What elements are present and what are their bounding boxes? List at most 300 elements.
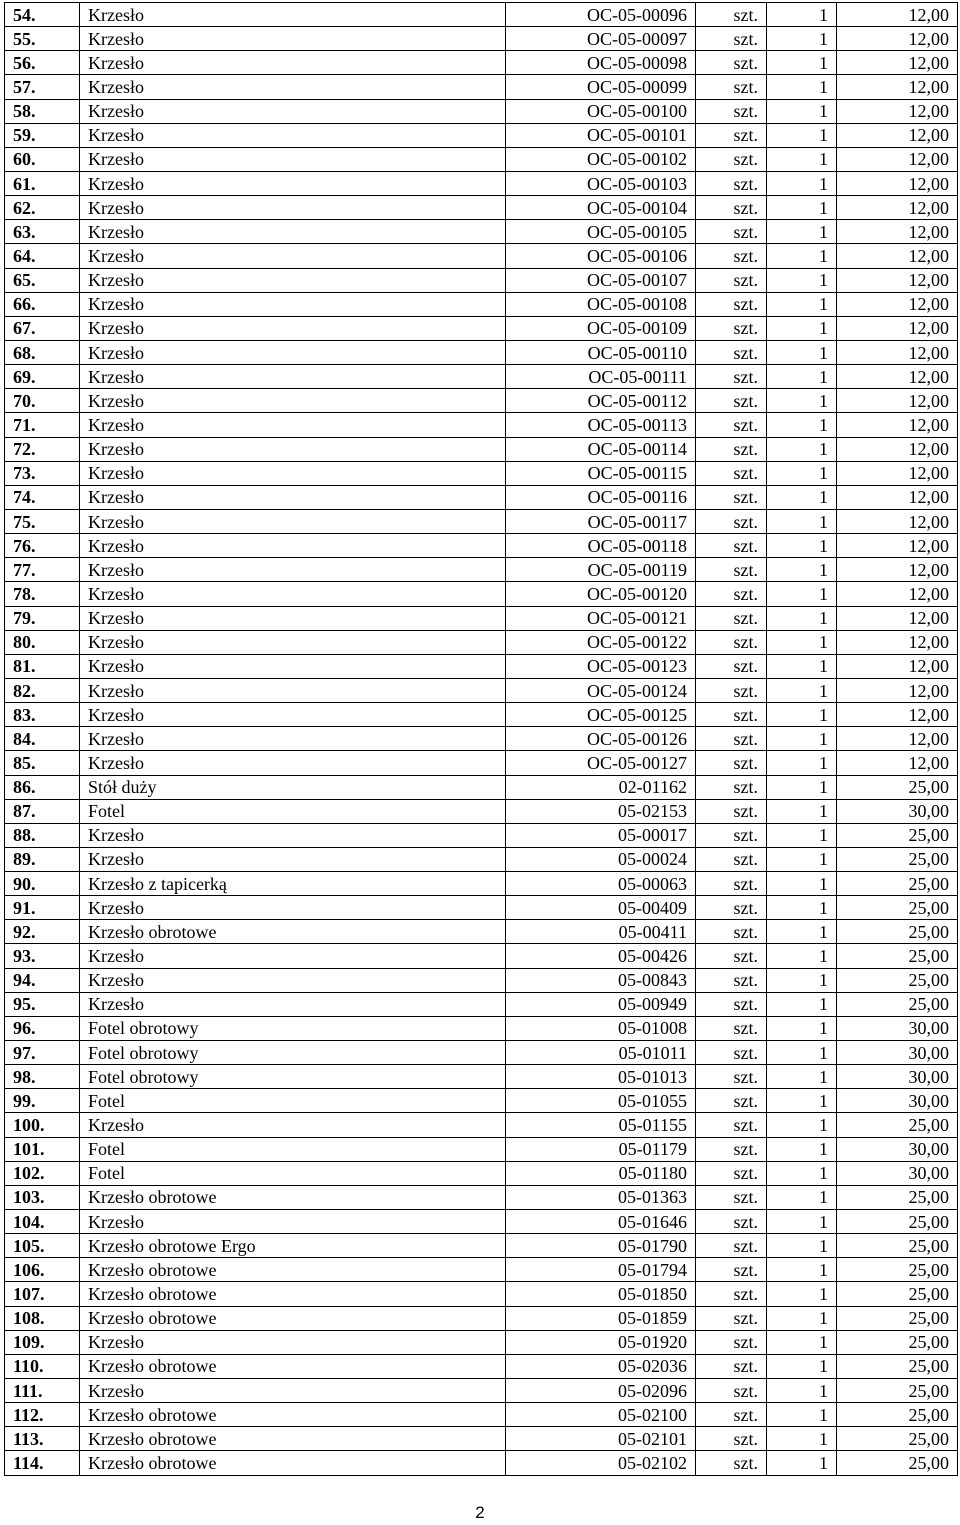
unit-cell: szt. xyxy=(696,1258,767,1282)
item-name-cell: Krzesło xyxy=(80,582,506,606)
table-row xyxy=(5,1258,958,1282)
inventory-code-cell: OC-05-00110 xyxy=(506,340,696,364)
value-cell: 12,00 xyxy=(837,630,958,654)
value-cell: 25,00 xyxy=(837,847,958,871)
value-cell: 25,00 xyxy=(837,1451,958,1475)
value-cell: 25,00 xyxy=(837,1234,958,1258)
item-name-cell: Krzesło xyxy=(80,316,506,340)
row-number-cell: 88. xyxy=(5,823,80,847)
quantity-cell: 1 xyxy=(767,1282,837,1306)
row-number-cell: 98. xyxy=(5,1065,80,1089)
inventory-code-cell: OC-05-00113 xyxy=(506,413,696,437)
item-name-cell: Krzesło obrotowe xyxy=(80,1282,506,1306)
table-row xyxy=(5,992,958,1016)
quantity-cell: 1 xyxy=(767,920,837,944)
inventory-code-cell: OC-05-00105 xyxy=(506,220,696,244)
row-number-cell: 87. xyxy=(5,799,80,823)
row-number-cell: 65. xyxy=(5,268,80,292)
item-name-cell: Fotel xyxy=(80,1089,506,1113)
value-cell: 30,00 xyxy=(837,1137,958,1161)
quantity-cell: 1 xyxy=(767,654,837,678)
quantity-cell: 1 xyxy=(767,268,837,292)
inventory-code-cell: OC-05-00127 xyxy=(506,751,696,775)
value-cell: 12,00 xyxy=(837,316,958,340)
value-cell: 25,00 xyxy=(837,1185,958,1209)
row-number-cell: 94. xyxy=(5,968,80,992)
unit-cell: szt. xyxy=(696,1041,767,1065)
value-cell: 12,00 xyxy=(837,3,958,27)
item-name-cell: Krzesło xyxy=(80,678,506,702)
row-number-cell: 84. xyxy=(5,727,80,751)
unit-cell: szt. xyxy=(696,1065,767,1089)
table-row xyxy=(5,823,958,847)
item-name-cell: Krzesło xyxy=(80,1330,506,1354)
table-row xyxy=(5,509,958,533)
value-cell: 12,00 xyxy=(837,582,958,606)
item-name-cell: Krzesło xyxy=(80,220,506,244)
item-name-cell: Krzesło xyxy=(80,485,506,509)
inventory-code-cell: 05-01920 xyxy=(506,1330,696,1354)
quantity-cell: 1 xyxy=(767,1137,837,1161)
value-cell: 12,00 xyxy=(837,654,958,678)
unit-cell: szt. xyxy=(696,99,767,123)
unit-cell: szt. xyxy=(696,606,767,630)
quantity-cell: 1 xyxy=(767,992,837,1016)
value-cell: 25,00 xyxy=(837,1282,958,1306)
unit-cell: szt. xyxy=(696,1210,767,1234)
row-number-cell: 106. xyxy=(5,1258,80,1282)
value-cell: 25,00 xyxy=(837,1403,958,1427)
quantity-cell: 1 xyxy=(767,703,837,727)
table-row xyxy=(5,630,958,654)
unit-cell: szt. xyxy=(696,316,767,340)
quantity-cell: 1 xyxy=(767,823,837,847)
quantity-cell: 1 xyxy=(767,896,837,920)
item-name-cell: Krzesło xyxy=(80,147,506,171)
unit-cell: szt. xyxy=(696,1161,767,1185)
inventory-code-cell: 05-00409 xyxy=(506,896,696,920)
item-name-cell: Krzesło xyxy=(80,896,506,920)
quantity-cell: 1 xyxy=(767,1210,837,1234)
row-number-cell: 93. xyxy=(5,944,80,968)
item-name-cell: Fotel obrotowy xyxy=(80,1016,506,1040)
row-number-cell: 69. xyxy=(5,365,80,389)
unit-cell: szt. xyxy=(696,534,767,558)
item-name-cell: Krzesło xyxy=(80,461,506,485)
row-number-cell: 64. xyxy=(5,244,80,268)
inventory-code-cell: OC-05-00099 xyxy=(506,75,696,99)
value-cell: 12,00 xyxy=(837,365,958,389)
quantity-cell: 1 xyxy=(767,75,837,99)
inventory-code-cell: 05-01179 xyxy=(506,1137,696,1161)
row-number-cell: 61. xyxy=(5,171,80,195)
inventory-code-cell: OC-05-00104 xyxy=(506,196,696,220)
unit-cell: szt. xyxy=(696,1354,767,1378)
table-row xyxy=(5,27,958,51)
value-cell: 25,00 xyxy=(837,1306,958,1330)
table-row xyxy=(5,1137,958,1161)
value-cell: 25,00 xyxy=(837,823,958,847)
table-row xyxy=(5,751,958,775)
quantity-cell: 1 xyxy=(767,1379,837,1403)
row-number-cell: 100. xyxy=(5,1113,80,1137)
table-row xyxy=(5,727,958,751)
inventory-code-cell: OC-05-00114 xyxy=(506,437,696,461)
row-number-cell: 114. xyxy=(5,1451,80,1475)
inventory-code-cell: 05-00017 xyxy=(506,823,696,847)
unit-cell: szt. xyxy=(696,1113,767,1137)
quantity-cell: 1 xyxy=(767,147,837,171)
unit-cell: szt. xyxy=(696,968,767,992)
value-cell: 30,00 xyxy=(837,1161,958,1185)
row-number-cell: 77. xyxy=(5,558,80,582)
value-cell: 25,00 xyxy=(837,1427,958,1451)
item-name-cell: Krzesło obrotowe Ergo xyxy=(80,1234,506,1258)
value-cell: 25,00 xyxy=(837,992,958,1016)
item-name-cell: Krzesło xyxy=(80,1113,506,1137)
table-row xyxy=(5,1282,958,1306)
table-row xyxy=(5,1403,958,1427)
table-row xyxy=(5,220,958,244)
table-row xyxy=(5,3,958,27)
inventory-code-cell: OC-05-00101 xyxy=(506,123,696,147)
unit-cell: szt. xyxy=(696,630,767,654)
value-cell: 25,00 xyxy=(837,896,958,920)
quantity-cell: 1 xyxy=(767,582,837,606)
quantity-cell: 1 xyxy=(767,775,837,799)
inventory-code-cell: OC-05-00100 xyxy=(506,99,696,123)
value-cell: 12,00 xyxy=(837,220,958,244)
table-row xyxy=(5,340,958,364)
row-number-cell: 97. xyxy=(5,1041,80,1065)
quantity-cell: 1 xyxy=(767,847,837,871)
unit-cell: szt. xyxy=(696,3,767,27)
row-number-cell: 71. xyxy=(5,413,80,437)
item-name-cell: Krzesło obrotowe xyxy=(80,1354,506,1378)
quantity-cell: 1 xyxy=(767,99,837,123)
item-name-cell: Krzesło xyxy=(80,992,506,1016)
unit-cell: szt. xyxy=(696,1306,767,1330)
unit-cell: szt. xyxy=(696,509,767,533)
item-name-cell: Krzesło obrotowe xyxy=(80,1403,506,1427)
row-number-cell: 110. xyxy=(5,1354,80,1378)
inventory-code-cell: OC-05-00116 xyxy=(506,485,696,509)
inventory-code-cell: OC-05-00107 xyxy=(506,268,696,292)
row-number-cell: 63. xyxy=(5,220,80,244)
table-row xyxy=(5,1016,958,1040)
row-number-cell: 112. xyxy=(5,1403,80,1427)
inventory-code-cell: 05-01155 xyxy=(506,1113,696,1137)
unit-cell: szt. xyxy=(696,558,767,582)
table-row xyxy=(5,1161,958,1185)
inventory-code-cell: 02-01162 xyxy=(506,775,696,799)
inventory-code-cell: OC-05-00121 xyxy=(506,606,696,630)
item-name-cell: Krzesło xyxy=(80,413,506,437)
value-cell: 12,00 xyxy=(837,509,958,533)
table-row xyxy=(5,534,958,558)
value-cell: 12,00 xyxy=(837,292,958,316)
row-number-cell: 86. xyxy=(5,775,80,799)
table-row xyxy=(5,872,958,896)
unit-cell: szt. xyxy=(696,678,767,702)
page-number: 2 xyxy=(475,1503,485,1522)
value-cell: 30,00 xyxy=(837,799,958,823)
row-number-cell: 73. xyxy=(5,461,80,485)
quantity-cell: 1 xyxy=(767,316,837,340)
item-name-cell: Krzesło xyxy=(80,123,506,147)
inventory-code-cell: 05-00949 xyxy=(506,992,696,1016)
table-row xyxy=(5,968,958,992)
row-number-cell: 111. xyxy=(5,1379,80,1403)
value-cell: 12,00 xyxy=(837,606,958,630)
value-cell: 12,00 xyxy=(837,534,958,558)
unit-cell: szt. xyxy=(696,944,767,968)
table-row xyxy=(5,1427,958,1451)
table-row xyxy=(5,75,958,99)
inventory-code-cell: OC-05-00115 xyxy=(506,461,696,485)
value-cell: 12,00 xyxy=(837,99,958,123)
table-row xyxy=(5,147,958,171)
unit-cell: szt. xyxy=(696,654,767,678)
row-number-cell: 104. xyxy=(5,1210,80,1234)
row-number-cell: 113. xyxy=(5,1427,80,1451)
unit-cell: szt. xyxy=(696,171,767,195)
inventory-code-cell: OC-05-00120 xyxy=(506,582,696,606)
table-row xyxy=(5,389,958,413)
unit-cell: szt. xyxy=(696,244,767,268)
inventory-code-cell: 05-01363 xyxy=(506,1185,696,1209)
row-number-cell: 57. xyxy=(5,75,80,99)
row-number-cell: 68. xyxy=(5,340,80,364)
value-cell: 12,00 xyxy=(837,727,958,751)
table-row xyxy=(5,1185,958,1209)
quantity-cell: 1 xyxy=(767,1185,837,1209)
unit-cell: szt. xyxy=(696,1016,767,1040)
item-name-cell: Krzesło obrotowe xyxy=(80,1258,506,1282)
value-cell: 12,00 xyxy=(837,268,958,292)
table-row xyxy=(5,920,958,944)
inventory-code-cell: 05-02036 xyxy=(506,1354,696,1378)
value-cell: 25,00 xyxy=(837,1330,958,1354)
quantity-cell: 1 xyxy=(767,1089,837,1113)
table-row xyxy=(5,606,958,630)
quantity-cell: 1 xyxy=(767,1113,837,1137)
row-number-cell: 103. xyxy=(5,1185,80,1209)
table-row xyxy=(5,485,958,509)
row-number-cell: 56. xyxy=(5,51,80,75)
quantity-cell: 1 xyxy=(767,244,837,268)
table-row xyxy=(5,437,958,461)
item-name-cell: Krzesło xyxy=(80,51,506,75)
inventory-table xyxy=(4,2,958,1476)
item-name-cell: Krzesło xyxy=(80,340,506,364)
row-number-cell: 79. xyxy=(5,606,80,630)
unit-cell: szt. xyxy=(696,1282,767,1306)
inventory-code-cell: 05-01850 xyxy=(506,1282,696,1306)
quantity-cell: 1 xyxy=(767,220,837,244)
unit-cell: szt. xyxy=(696,872,767,896)
unit-cell: szt. xyxy=(696,1234,767,1258)
quantity-cell: 1 xyxy=(767,1330,837,1354)
item-name-cell: Krzesło obrotowe xyxy=(80,1427,506,1451)
row-number-cell: 99. xyxy=(5,1089,80,1113)
value-cell: 25,00 xyxy=(837,1354,958,1378)
table-row xyxy=(5,1306,958,1330)
unit-cell: szt. xyxy=(696,1137,767,1161)
item-name-cell: Krzesło xyxy=(80,75,506,99)
unit-cell: szt. xyxy=(696,196,767,220)
item-name-cell: Krzesło xyxy=(80,365,506,389)
inventory-code-cell: OC-05-00111 xyxy=(506,365,696,389)
table-row xyxy=(5,896,958,920)
item-name-cell: Krzesło xyxy=(80,944,506,968)
quantity-cell: 1 xyxy=(767,437,837,461)
table-row xyxy=(5,1210,958,1234)
quantity-cell: 1 xyxy=(767,1354,837,1378)
value-cell: 25,00 xyxy=(837,944,958,968)
inventory-code-cell: 05-02101 xyxy=(506,1427,696,1451)
inventory-code-cell: 05-02153 xyxy=(506,799,696,823)
unit-cell: szt. xyxy=(696,389,767,413)
row-number-cell: 80. xyxy=(5,630,80,654)
quantity-cell: 1 xyxy=(767,1306,837,1330)
value-cell: 25,00 xyxy=(837,775,958,799)
inventory-code-cell: 05-00063 xyxy=(506,872,696,896)
inventory-table-body xyxy=(5,3,958,1476)
row-number-cell: 70. xyxy=(5,389,80,413)
item-name-cell: Krzesło xyxy=(80,751,506,775)
table-row xyxy=(5,1089,958,1113)
value-cell: 12,00 xyxy=(837,244,958,268)
quantity-cell: 1 xyxy=(767,27,837,51)
unit-cell: szt. xyxy=(696,823,767,847)
unit-cell: szt. xyxy=(696,775,767,799)
quantity-cell: 1 xyxy=(767,3,837,27)
quantity-cell: 1 xyxy=(767,1234,837,1258)
value-cell: 30,00 xyxy=(837,1065,958,1089)
row-number-cell: 66. xyxy=(5,292,80,316)
inventory-code-cell: 05-00024 xyxy=(506,847,696,871)
unit-cell: szt. xyxy=(696,147,767,171)
unit-cell: szt. xyxy=(696,751,767,775)
unit-cell: szt. xyxy=(696,582,767,606)
table-row xyxy=(5,171,958,195)
table-row xyxy=(5,1354,958,1378)
item-name-cell: Krzesło xyxy=(80,3,506,27)
inventory-code-cell: 05-01180 xyxy=(506,1161,696,1185)
row-number-cell: 92. xyxy=(5,920,80,944)
quantity-cell: 1 xyxy=(767,1016,837,1040)
value-cell: 12,00 xyxy=(837,75,958,99)
unit-cell: szt. xyxy=(696,727,767,751)
unit-cell: szt. xyxy=(696,1451,767,1475)
inventory-code-cell: OC-05-00098 xyxy=(506,51,696,75)
inventory-code-cell: OC-05-00123 xyxy=(506,654,696,678)
value-cell: 12,00 xyxy=(837,27,958,51)
row-number-cell: 95. xyxy=(5,992,80,1016)
quantity-cell: 1 xyxy=(767,485,837,509)
row-number-cell: 67. xyxy=(5,316,80,340)
unit-cell: szt. xyxy=(696,413,767,437)
item-name-cell: Krzesło obrotowe xyxy=(80,1306,506,1330)
item-name-cell: Krzesło obrotowe xyxy=(80,1185,506,1209)
quantity-cell: 1 xyxy=(767,389,837,413)
table-row xyxy=(5,292,958,316)
quantity-cell: 1 xyxy=(767,340,837,364)
table-row xyxy=(5,365,958,389)
row-number-cell: 107. xyxy=(5,1282,80,1306)
inventory-code-cell: OC-05-00097 xyxy=(506,27,696,51)
row-number-cell: 74. xyxy=(5,485,80,509)
table-row xyxy=(5,413,958,437)
value-cell: 25,00 xyxy=(837,968,958,992)
inventory-code-cell: OC-05-00108 xyxy=(506,292,696,316)
value-cell: 12,00 xyxy=(837,703,958,727)
item-name-cell: Krzesło xyxy=(80,1210,506,1234)
unit-cell: szt. xyxy=(696,1379,767,1403)
quantity-cell: 1 xyxy=(767,1427,837,1451)
unit-cell: szt. xyxy=(696,220,767,244)
inventory-code-cell: OC-05-00096 xyxy=(506,3,696,27)
item-name-cell: Fotel obrotowy xyxy=(80,1041,506,1065)
unit-cell: szt. xyxy=(696,292,767,316)
item-name-cell: Krzesło xyxy=(80,389,506,413)
quantity-cell: 1 xyxy=(767,606,837,630)
table-row xyxy=(5,461,958,485)
item-name-cell: Krzesło xyxy=(80,654,506,678)
quantity-cell: 1 xyxy=(767,1161,837,1185)
quantity-cell: 1 xyxy=(767,509,837,533)
quantity-cell: 1 xyxy=(767,1041,837,1065)
value-cell: 25,00 xyxy=(837,872,958,896)
inventory-code-cell: 05-01013 xyxy=(506,1065,696,1089)
value-cell: 12,00 xyxy=(837,147,958,171)
inventory-code-cell: OC-05-00118 xyxy=(506,534,696,558)
unit-cell: szt. xyxy=(696,799,767,823)
unit-cell: szt. xyxy=(696,1427,767,1451)
table-row xyxy=(5,654,958,678)
unit-cell: szt. xyxy=(696,1330,767,1354)
row-number-cell: 90. xyxy=(5,872,80,896)
quantity-cell: 1 xyxy=(767,1258,837,1282)
value-cell: 25,00 xyxy=(837,920,958,944)
item-name-cell: Krzesło xyxy=(80,196,506,220)
table-row xyxy=(5,1379,958,1403)
row-number-cell: 108. xyxy=(5,1306,80,1330)
quantity-cell: 1 xyxy=(767,678,837,702)
table-row xyxy=(5,847,958,871)
value-cell: 30,00 xyxy=(837,1089,958,1113)
quantity-cell: 1 xyxy=(767,630,837,654)
unit-cell: szt. xyxy=(696,123,767,147)
item-name-cell: Fotel xyxy=(80,1161,506,1185)
value-cell: 12,00 xyxy=(837,678,958,702)
unit-cell: szt. xyxy=(696,1403,767,1427)
item-name-cell: Krzesło xyxy=(80,171,506,195)
item-name-cell: Fotel xyxy=(80,1137,506,1161)
inventory-code-cell: OC-05-00109 xyxy=(506,316,696,340)
row-number-cell: 72. xyxy=(5,437,80,461)
row-number-cell: 78. xyxy=(5,582,80,606)
unit-cell: szt. xyxy=(696,27,767,51)
value-cell: 12,00 xyxy=(837,751,958,775)
table-row xyxy=(5,316,958,340)
item-name-cell: Krzesło xyxy=(80,437,506,461)
item-name-cell: Krzesło xyxy=(80,509,506,533)
quantity-cell: 1 xyxy=(767,1065,837,1089)
inventory-code-cell: 05-02096 xyxy=(506,1379,696,1403)
table-row xyxy=(5,775,958,799)
